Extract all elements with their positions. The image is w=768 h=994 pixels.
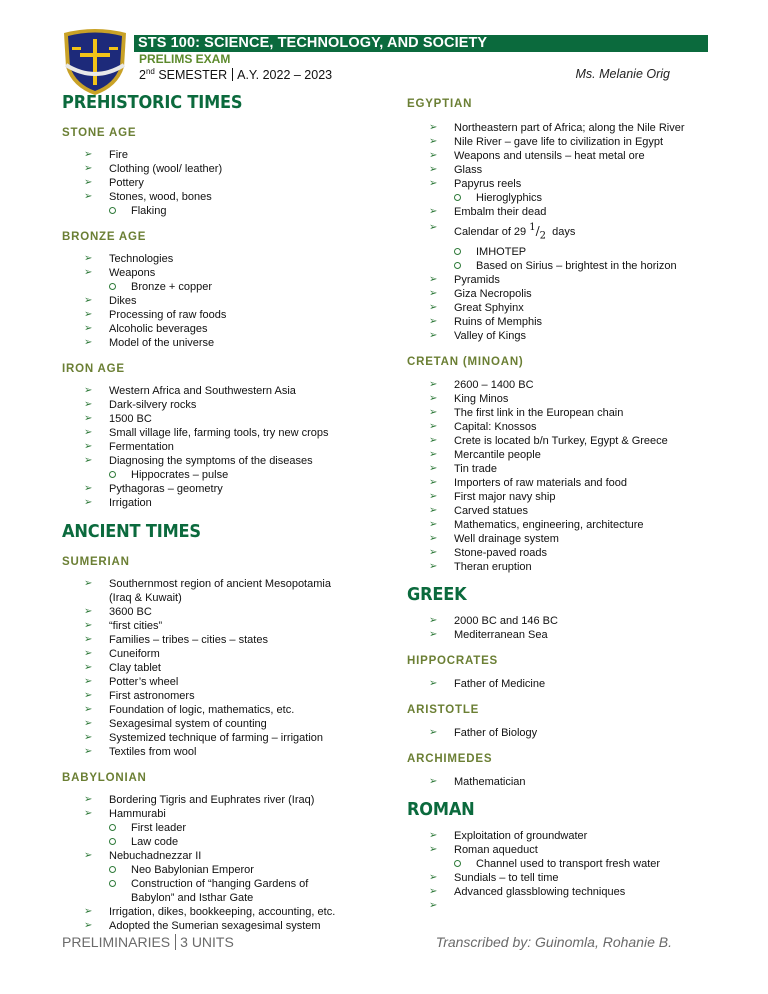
list-item: ➢ Dikes: [84, 295, 137, 307]
list-item: ➢ Glass: [429, 164, 483, 176]
egyptian-list: [407, 121, 717, 343]
arrow-bullet-icon: ➢: [84, 920, 93, 931]
arrow-bullet-icon: ➢: [84, 253, 93, 264]
circle-bullet-icon: [454, 194, 461, 201]
semester-label: SEMESTER: [158, 68, 228, 83]
arrow-bullet-icon: ➢: [84, 718, 93, 729]
section-cretan: CRETAN (MINOAN): [407, 356, 524, 369]
list-item: ➢ Clothing (wool/ leather): [84, 163, 223, 175]
list-item: ➢ Sexagesimal system of counting: [84, 718, 267, 730]
circle-bullet-icon: [454, 860, 461, 867]
arrow-bullet-icon: ➢: [429, 678, 438, 690]
list-item: ➢ First astronomers: [84, 690, 195, 702]
section-sumerian: SUMERIAN: [62, 556, 130, 568]
list-item: ➢ Theran eruption: [429, 561, 532, 574]
circle-bullet-icon: [454, 262, 461, 269]
list-item: ➢ Calendar of 29 $^1/_2$ days: [407, 219, 717, 245]
list-item: ➢ King Minos: [429, 393, 509, 406]
list-item: ➢ Textiles from wool: [84, 746, 197, 758]
list-item: ➢ Irrigation: [84, 497, 152, 509]
divider: [232, 68, 233, 81]
arrow-bullet-icon: ➢: [84, 690, 93, 701]
era-title-ancient: ANCIENT TIMES: [62, 521, 201, 542]
arrow-bullet-icon: ➢: [84, 808, 93, 819]
sub-list-item-continuation: Babylon” and Isthar Gate: [131, 892, 254, 904]
list-item: ➢ Ruins of Memphis: [429, 316, 543, 329]
list-item: ➢ Potter’s wheel: [84, 676, 179, 688]
arrow-bullet-icon: ➢: [429, 844, 438, 856]
arrow-bullet-icon: ➢: [429, 900, 438, 912]
arrow-bullet-icon: ➢: [84, 309, 93, 320]
list-item: ➢ Systemized technique of farming – irrigation: [84, 732, 323, 744]
sub-list-item: IMHOTEP: [407, 245, 717, 259]
footer-left: PRELIMINARIES 3 UNITS: [62, 934, 234, 950]
arrow-bullet-icon: ➢: [84, 427, 93, 438]
arrow-bullet-icon: ➢: [84, 578, 93, 589]
sub-list-item: First leader: [62, 821, 392, 835]
sub-list-item: Bronze + copper: [62, 280, 392, 294]
list-item: ➢ Small village life, farming tools, try new crops: [84, 427, 329, 439]
arrow-bullet-icon: ➢: [84, 620, 93, 631]
arrow-bullet-icon: ➢: [429, 222, 438, 233]
arrow-bullet-icon: ➢: [429, 302, 438, 314]
list-item: ➢ 1500 BC: [84, 413, 152, 425]
arrow-bullet-icon: ➢: [84, 648, 93, 659]
sub-list-item: Hippocrates – pulse: [62, 468, 392, 482]
list-item: ➢ Cuneiform: [84, 648, 160, 660]
list-item: ➢ Fire: [84, 149, 128, 161]
list-item: ➢ Father of Biology: [429, 727, 538, 740]
arrow-bullet-icon: ➢: [429, 886, 438, 898]
circle-bullet-icon: [454, 248, 461, 255]
list-item: ➢ Mercantile people: [429, 449, 541, 462]
arrow-bullet-icon: ➢: [429, 872, 438, 884]
arrow-bullet-icon: ➢: [429, 463, 438, 475]
arrow-bullet-icon: ➢: [429, 561, 438, 573]
list-item: ➢ Embalm their dead: [429, 206, 547, 218]
arrow-bullet-icon: ➢: [84, 606, 93, 617]
era-title-roman: ROMAN: [407, 799, 475, 821]
school-crest-icon: [58, 27, 132, 97]
section-stone-age: STONE AGE: [62, 127, 137, 139]
list-item: ➢ Stone-paved roads: [429, 547, 547, 560]
section-iron-age: IRON AGE: [62, 363, 125, 375]
arrow-bullet-icon: ➢: [84, 483, 93, 494]
right-column: [407, 92, 717, 912]
list-item: ➢ Northeastern part of Africa; along the Nile River: [429, 122, 685, 134]
arrow-bullet-icon: ➢: [84, 850, 93, 861]
list-item: ➢ Crete is located b/n Turkey, Egypt & Greece: [429, 435, 668, 448]
list-item: ➢ Weapons and utensils – heat metal ore: [429, 150, 645, 162]
list-item: ➢ Importers of raw materials and food: [429, 477, 628, 490]
arrow-bullet-icon: ➢: [84, 794, 93, 805]
sub-list-item: Flaking: [62, 204, 392, 218]
arrow-bullet-icon: ➢: [84, 704, 93, 715]
arrow-bullet-icon: ➢: [84, 413, 93, 424]
semester-ordinal: 2: [139, 68, 146, 83]
list-item: ➢ Weapons: [84, 267, 156, 279]
arrow-bullet-icon: ➢: [84, 337, 93, 348]
list-item: ➢ Capital: Knossos: [429, 421, 537, 434]
fraction-half: $^1/_2$: [529, 222, 547, 242]
list-item: ➢ Tin trade: [429, 463, 498, 476]
semester-suffix: nd: [145, 67, 155, 76]
list-item: ➢ The first link in the European chain: [429, 407, 624, 420]
arrow-bullet-icon: ➢: [429, 150, 438, 161]
era-title-greek: GREEK: [407, 584, 467, 606]
list-item: ➢ Fermentation: [84, 441, 174, 453]
list-item: ➢ Giza Necropolis: [429, 288, 532, 301]
list-item: ➢ Sundials – to tell time: [429, 872, 559, 885]
list-item: ➢ Advanced glassblowing techniques: [429, 886, 626, 899]
section-archimedes: ARCHIMEDES: [407, 753, 493, 766]
arrow-bullet-icon: ➢: [84, 177, 93, 188]
list-item: ➢ 2000 BC and 146 BC: [429, 615, 558, 628]
list-item: ➢ Dark-silvery rocks: [84, 399, 197, 411]
arrow-bullet-icon: ➢: [84, 385, 93, 396]
list-item: ➢ Alcoholic beverages: [84, 323, 208, 335]
list-item: ➢ Mediterranean Sea: [429, 629, 548, 642]
section-bronze-age: BRONZE AGE: [62, 231, 147, 243]
sub-list-item: Based on Sirius – brightest in the horizon: [407, 259, 717, 273]
arrow-bullet-icon: ➢: [429, 533, 438, 545]
footer-transcriber: Transcribed by: Guinomla, Rohanie B.: [435, 934, 672, 950]
list-item: ➢ 3600 BC: [84, 606, 152, 618]
list-item: ➢ Clay tablet: [84, 662, 161, 674]
list-item: ➢ Hammurabi: [84, 808, 166, 820]
list-item: ➢ Irrigation, dikes, bookkeeping, accounting, etc.: [84, 906, 336, 918]
list-item: ➢ Processing of raw foods: [84, 309, 227, 321]
course-title-banner: STS 100: SCIENCE, TECHNOLOGY, AND SOCIETY: [134, 35, 708, 52]
arrow-bullet-icon: ➢: [84, 323, 93, 334]
list-item: ➢ Model of the universe: [84, 337, 215, 349]
arrow-bullet-icon: ➢: [84, 267, 93, 278]
cretan-list: [407, 378, 717, 574]
arrow-bullet-icon: ➢: [84, 746, 93, 757]
semester-line: [139, 67, 332, 82]
arrow-bullet-icon: ➢: [429, 421, 438, 433]
sub-list-item: Construction of “hanging Gardens of: [62, 877, 392, 891]
arrow-bullet-icon: ➢: [429, 330, 438, 342]
arrow-bullet-icon: ➢: [429, 136, 438, 147]
arrow-bullet-icon: ➢: [84, 497, 93, 508]
list-item: ➢ Stones, wood, bones: [84, 191, 212, 203]
arrow-bullet-icon: ➢: [84, 191, 93, 202]
arrow-bullet-icon: ➢: [84, 441, 93, 452]
circle-bullet-icon: [109, 866, 116, 873]
list-item: ➢ Mathematics, engineering, architecture: [429, 519, 644, 532]
list-item: ➢ Papyrus reels: [429, 178, 522, 190]
list-item: ➢ “first cities”: [84, 620, 163, 632]
list-item: ➢ Southernmost region of ancient Mesopotamia: [84, 578, 331, 590]
section-egyptian: EGYPTIAN: [407, 98, 473, 110]
arrow-bullet-icon: ➢: [429, 407, 438, 419]
arrow-bullet-icon: ➢: [84, 906, 93, 917]
list-item: ➢ First major navy ship: [429, 491, 556, 504]
academic-year: A.Y. 2022 – 2023: [237, 68, 333, 83]
list-item: ➢ Bordering Tigris and Euphrates river (Iraq): [84, 794, 315, 806]
arrow-bullet-icon: ➢: [429, 477, 438, 489]
exam-label: PRELIMS EXAM: [139, 52, 231, 66]
list-item: ➢ 2600 – 1400 BC: [429, 379, 534, 392]
list-item: ➢ Valley of Kings: [429, 330, 526, 343]
arrow-bullet-icon: ➢: [84, 634, 93, 645]
sumerian-list: [62, 577, 392, 759]
arrow-bullet-icon: ➢: [429, 178, 438, 189]
arrow-bullet-icon: ➢: [429, 393, 438, 405]
era-title-prehistoric: PREHISTORIC TIMES: [62, 92, 243, 113]
aristotle-list: [407, 726, 717, 740]
greek-list: [407, 614, 717, 642]
divider: [175, 934, 176, 950]
arrow-bullet-icon: ➢: [429, 274, 438, 286]
babylonian-list: [62, 793, 392, 933]
section-babylonian: BABYLONIAN: [62, 772, 147, 784]
hippocrates-list: [407, 677, 717, 691]
list-item-continuation: (Iraq & Kuwait): [109, 592, 182, 604]
arrow-bullet-icon: ➢: [429, 122, 438, 133]
circle-bullet-icon: [109, 283, 116, 290]
list-item: ➢ Families – tribes – cities – states: [84, 634, 268, 646]
arrow-bullet-icon: ➢: [429, 776, 438, 788]
arrow-bullet-icon: ➢: [429, 164, 438, 175]
bronze-age-list: [62, 252, 392, 350]
list-item: ➢ Mathematician: [429, 776, 526, 789]
left-column: [62, 92, 392, 933]
arrow-bullet-icon: ➢: [429, 206, 438, 217]
arrow-bullet-icon: ➢: [84, 676, 93, 687]
list-item: ➢ Pyramids: [429, 274, 500, 287]
list-item: ➢ Nebuchadnezzar II: [84, 850, 202, 862]
list-item: ➢ Roman aqueduct: [429, 844, 538, 857]
arrow-bullet-icon: ➢: [84, 662, 93, 673]
arrow-bullet-icon: ➢: [429, 519, 438, 531]
list-item: ➢ Diagnosing the symptoms of the diseases: [84, 455, 313, 467]
arrow-bullet-icon: ➢: [429, 830, 438, 842]
list-item: ➢ Adopted the Sumerian sexagesimal system: [84, 920, 321, 932]
arrow-bullet-icon: ➢: [429, 547, 438, 559]
arrow-bullet-icon: ➢: [429, 727, 438, 739]
list-item: ➢ Nile River – gave life to civilization in Egypt: [429, 136, 664, 148]
arrow-bullet-icon: ➢: [429, 288, 438, 300]
circle-bullet-icon: [109, 838, 116, 845]
circle-bullet-icon: [109, 207, 116, 214]
archimedes-list: [407, 775, 717, 789]
arrow-bullet-icon: ➢: [429, 316, 438, 328]
circle-bullet-icon: [109, 880, 116, 887]
circle-bullet-icon: [109, 471, 116, 478]
arrow-bullet-icon: ➢: [84, 399, 93, 410]
arrow-bullet-icon: ➢: [84, 295, 93, 306]
roman-list: [407, 829, 717, 912]
arrow-bullet-icon: ➢: [84, 455, 93, 466]
arrow-bullet-icon: ➢: [429, 491, 438, 503]
sub-list-item: Law code: [62, 835, 392, 849]
teacher-name: Ms. Melanie Orig: [575, 67, 670, 81]
arrow-bullet-icon: ➢: [84, 163, 93, 174]
section-hippocrates: HIPPOCRATES: [407, 655, 499, 668]
arrow-bullet-icon: ➢: [429, 629, 438, 641]
section-aristotle: ARISTOTLE: [407, 704, 480, 717]
list-item: ➢ Carved statues: [429, 505, 528, 518]
list-item: ➢ Technologies: [84, 253, 174, 265]
sub-list-item: Channel used to transport fresh water: [407, 857, 717, 871]
list-item: ➢ Foundation of logic, mathematics, etc.: [84, 704, 295, 716]
iron-age-list: [62, 384, 392, 510]
list-item: ➢ Great Sphyinx: [429, 302, 524, 315]
arrow-bullet-icon: ➢: [84, 732, 93, 743]
list-item: ➢ Pottery: [84, 177, 144, 189]
arrow-bullet-icon: ➢: [429, 449, 438, 461]
arrow-bullet-icon: ➢: [84, 149, 93, 160]
list-item: ➢ Well drainage system: [429, 533, 559, 546]
stone-age-list: [62, 148, 392, 218]
list-item: ➢ Exploitation of groundwater: [429, 830, 588, 843]
arrow-bullet-icon: ➢: [429, 435, 438, 447]
list-item: ➢ Western Africa and Southwestern Asia: [84, 385, 296, 397]
sub-list-item: Neo Babylonian Emperor: [62, 863, 392, 877]
arrow-bullet-icon: ➢: [429, 615, 438, 627]
sub-list-item: Hieroglyphics: [407, 191, 717, 205]
arrow-bullet-icon: ➢: [429, 505, 438, 517]
list-item: ➢ Pythagoras – geometry: [84, 483, 223, 495]
circle-bullet-icon: [109, 824, 116, 831]
arrow-bullet-icon: ➢: [429, 379, 438, 391]
list-item: ➢ Father of Medicine: [429, 678, 546, 691]
